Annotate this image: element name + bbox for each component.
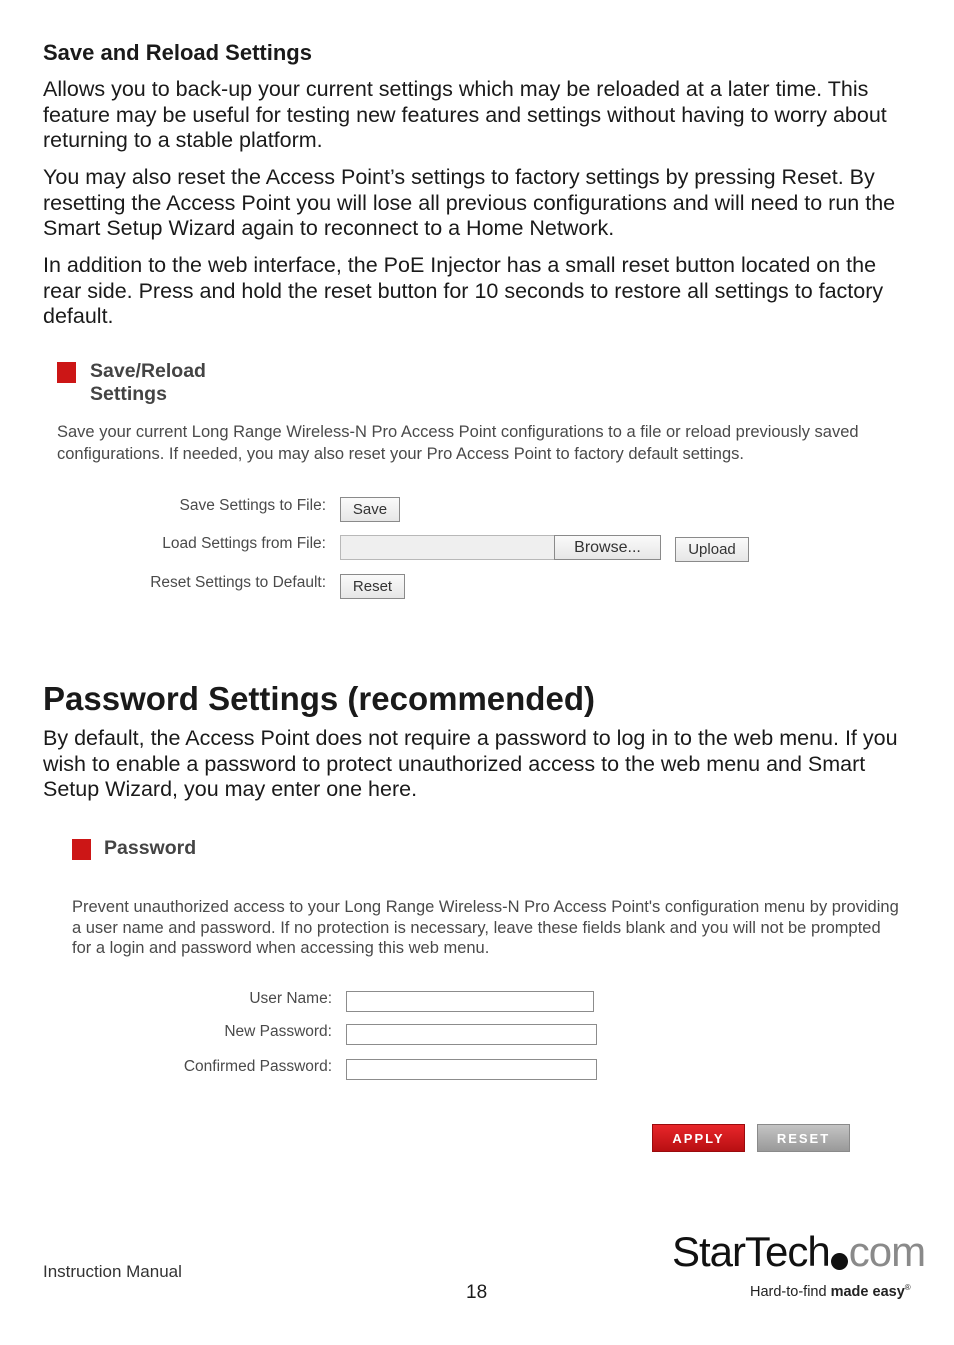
logo-dot-icon: [831, 1253, 848, 1270]
load-settings-label: Load Settings from File:: [162, 535, 326, 552]
save-reload-panel-title: Save/Reload Settings: [90, 360, 206, 405]
logo-tagline: [750, 1283, 911, 1300]
registered-mark: ®: [904, 1283, 911, 1292]
section-marker-icon: [57, 362, 76, 383]
tagline-light: Hard-to-find: [750, 1283, 831, 1300]
save-reload-paragraph-3: In addition to the web interface, the PoE Injector has a small reset button located on the rear side. Press and hold the reset button for 10 seconds to restore all settings to factory default.: [43, 253, 884, 329]
username-input[interactable]: [346, 991, 594, 1012]
save-reload-heading: Save and Reload Settings: [43, 40, 312, 65]
password-settings-heading: Password Settings (recommended): [43, 680, 595, 717]
footer-manual-label: Instruction Manual: [43, 1262, 182, 1281]
save-reload-paragraph-1: Allows you to back-up your current settings which may be reloaded at a later time. This feature may be useful for testing new features and settings without having to worry about returning to a stable platform.: [43, 77, 887, 153]
new-password-input[interactable]: [346, 1024, 597, 1045]
save-reload-panel-description: Save your current Long Range Wireless-N Pro Access Point configurations to a file or reload previously saved configurations. If needed, you may also reset your Pro Access Point to factory default settings.: [57, 423, 859, 463]
logo-suffix-text: com: [848, 1228, 926, 1275]
username-label: User Name:: [249, 990, 332, 1007]
password-panel-description: Prevent unauthorized access to your Long Range Wireless-N Pro Access Point's configuration menu by providing a user name and password. If no protection is necessary, leave these fields blank and you will not be prompted for a login and password when accessing this web menu.: [72, 898, 899, 957]
upload-button[interactable]: Upload: [675, 537, 749, 562]
section-marker-icon: [72, 839, 91, 860]
save-reload-paragraph-2: You may also reset the Access Point’s settings to factory settings by pressing Reset. By resetting the Access Point you will lose all previous configurations and will need to run the Smart Setup Wizard again to reconnect to a Home Network.: [43, 165, 896, 241]
tagline-bold: made easy: [830, 1283, 905, 1300]
load-file-input[interactable]: [340, 535, 555, 560]
logo-main-text: StarTech: [672, 1228, 830, 1275]
save-settings-label: Save Settings to File:: [179, 497, 326, 514]
browse-button[interactable]: Browse...: [554, 535, 661, 560]
password-settings-paragraph: By default, the Access Point does not require a password to log in to the web menu. If you wish to enable a password to protect unauthorized access to the web menu and Smart Setup Wizard, you may enter one here.: [43, 726, 898, 802]
new-password-label: New Password:: [224, 1023, 332, 1040]
page-number: 18: [466, 1282, 488, 1303]
reset-settings-label: Reset Settings to Default:: [150, 574, 326, 591]
save-button[interactable]: Save: [340, 497, 400, 522]
confirm-password-label: Confirmed Password:: [183, 1058, 332, 1075]
password-panel-title: Password: [104, 837, 197, 859]
reset-password-button[interactable]: RESET: [757, 1124, 850, 1152]
startech-logo: [672, 1228, 925, 1276]
confirm-password-input[interactable]: [346, 1059, 597, 1080]
apply-button[interactable]: APPLY: [652, 1124, 745, 1152]
reset-settings-button[interactable]: Reset: [340, 574, 405, 599]
